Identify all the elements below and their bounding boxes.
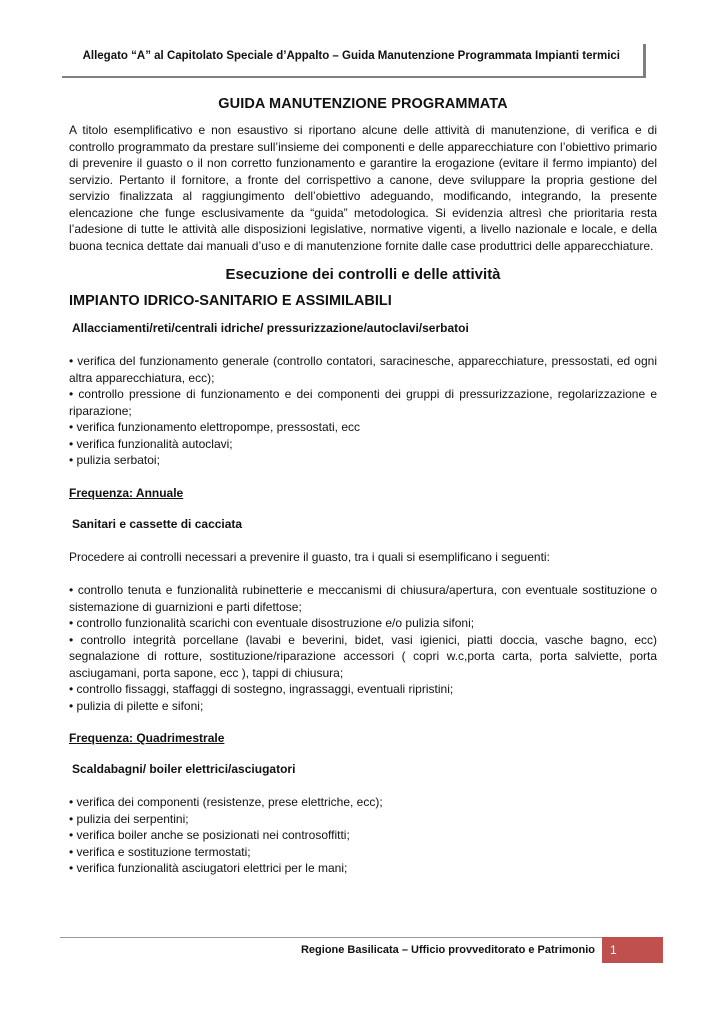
group-allacciamenti [69, 321, 657, 500]
list-item: • verifica funzionalità autoclavi; [69, 436, 233, 451]
page-number-badge [602, 937, 663, 963]
list-item: • controllo integrità porcellane (lavabi e beverini, bidet, vasi igienici, piatti doccia, vasche bagno, ecc) segnalazione di rotture, sostituzione/riparazione accessori ( copri w.c,porta carta, porta salviette, porta asciugamani, porta sapone, ecc ), tappi di chiusura; [69, 632, 657, 680]
bullet-list [69, 353, 657, 469]
list-item: • controllo fissaggi, staffaggi di sostegno, ingrassaggi, eventuali ripristini; [69, 682, 454, 696]
page-header [62, 44, 646, 76]
document-body [69, 96, 657, 877]
page-number: 1 [610, 943, 617, 957]
list-item: • verifica dei componenti (resistenze, prese elettriche, ecc); [69, 795, 383, 809]
group-heading: Allacciamenti/reti/centrali idriche/ pressurizzazione/autoclavi/serbatoi [72, 321, 469, 335]
list-item: • verifica del funzionamento generale (controllo contatori, saracinesche, apparecchiature, pressostati, ed ogni altra apparecchiatura, ecc); [69, 354, 657, 385]
group-heading: Sanitari e cassette di cacciata [72, 516, 243, 531]
list-item: • pulizia dei serpentini; [69, 811, 189, 826]
page-footer [60, 937, 663, 965]
frequency-label: Frequenza: Quadrimestrale [69, 731, 225, 745]
group-sanitari [69, 517, 657, 746]
group-intro: Procedere ai controlli necessari a prevenire il guasto, tra i quali si esemplificano i seguenti: [69, 549, 550, 564]
list-item: • controllo tenuta e funzionalità rubinetterie e meccanismi di chiusura/apertura, con eventuale sostituzione o sistemazione di guarnizioni e parti difettose; [69, 583, 657, 614]
list-item: • controllo pressione di funzionamento e dei componenti dei gruppi di pressurizzazione, regolarizzazione e riparazione; [69, 387, 657, 418]
list-item: • controllo funzionalità scarichi con eventuale disostruzione e/o pulizia sifoni; [69, 616, 475, 630]
bullet-list [69, 794, 657, 877]
footer-text: Regione Basilicata – Ufficio provveditorato e Patrimonio [300, 944, 595, 956]
intro-paragraph: A titolo esemplificativo e non esaustivo si riportano alcune delle attività di manutenzione, di verifica e di controllo programmato da prestare sull’insieme dei componenti e delle apparecchiature con l’obiettivo primario di prevenire il guasto o il non corretto funzionamento e garantire la erogazione (evitare il fermo impianto) del servizio. Pertanto il fornitore, a fronte del corrispettivo a canone, deve sviluppare la propria gestione del servizio finalizzata al raggiungimento dell’obiettivo adeguando, modificando, integrando, la presente elencazione che funge esclusivamente da “guida” metodologica. Si evidenzia altresì che prioritaria resta l’adesione di tutte le attività alle disposizioni legislative, normative vigenti, a livello nazionale e locale, e della buona tecnica dettate dai manuali d’uso e di manutenzione fornite dalle case produttrici delle apparecchiature. [69, 123, 657, 253]
bullet-list [69, 582, 657, 714]
group-heading: Scaldabagni/ boiler elettrici/asciugatori [72, 762, 296, 776]
list-item: • verifica e sostituzione termostati; [69, 844, 251, 859]
header-title: Allegato “A” al Capitolato Speciale d’Appalto – Guida Manutenzione Programmata Impianti termici [82, 50, 620, 62]
list-item: • verifica boiler anche se posizionati nei controsoffitti; [69, 828, 350, 842]
frequency-label: Frequenza: Annuale [69, 485, 184, 500]
list-item: • pulizia serbatoi; [69, 453, 160, 467]
list-item: • verifica funzionalità asciugatori elettrici per le mani; [69, 861, 348, 875]
header-horizontal-rule [62, 76, 646, 78]
document-title: GUIDA MANUTENZIONE PROGRAMMATA [218, 96, 508, 112]
subsection-title: IMPIANTO IDRICO-SANITARIO E ASSIMILABILI [69, 293, 392, 309]
section-title: Esecuzione dei controlli e delle attività [225, 266, 501, 283]
group-scaldabagni [69, 762, 657, 877]
list-item: • verifica funzionamento elettropompe, pressostati, ecc [69, 420, 361, 434]
footer-rule [60, 937, 663, 938]
list-item: • pulizia di pilette e sifoni; [69, 698, 204, 713]
header-vertical-rule [643, 44, 646, 78]
